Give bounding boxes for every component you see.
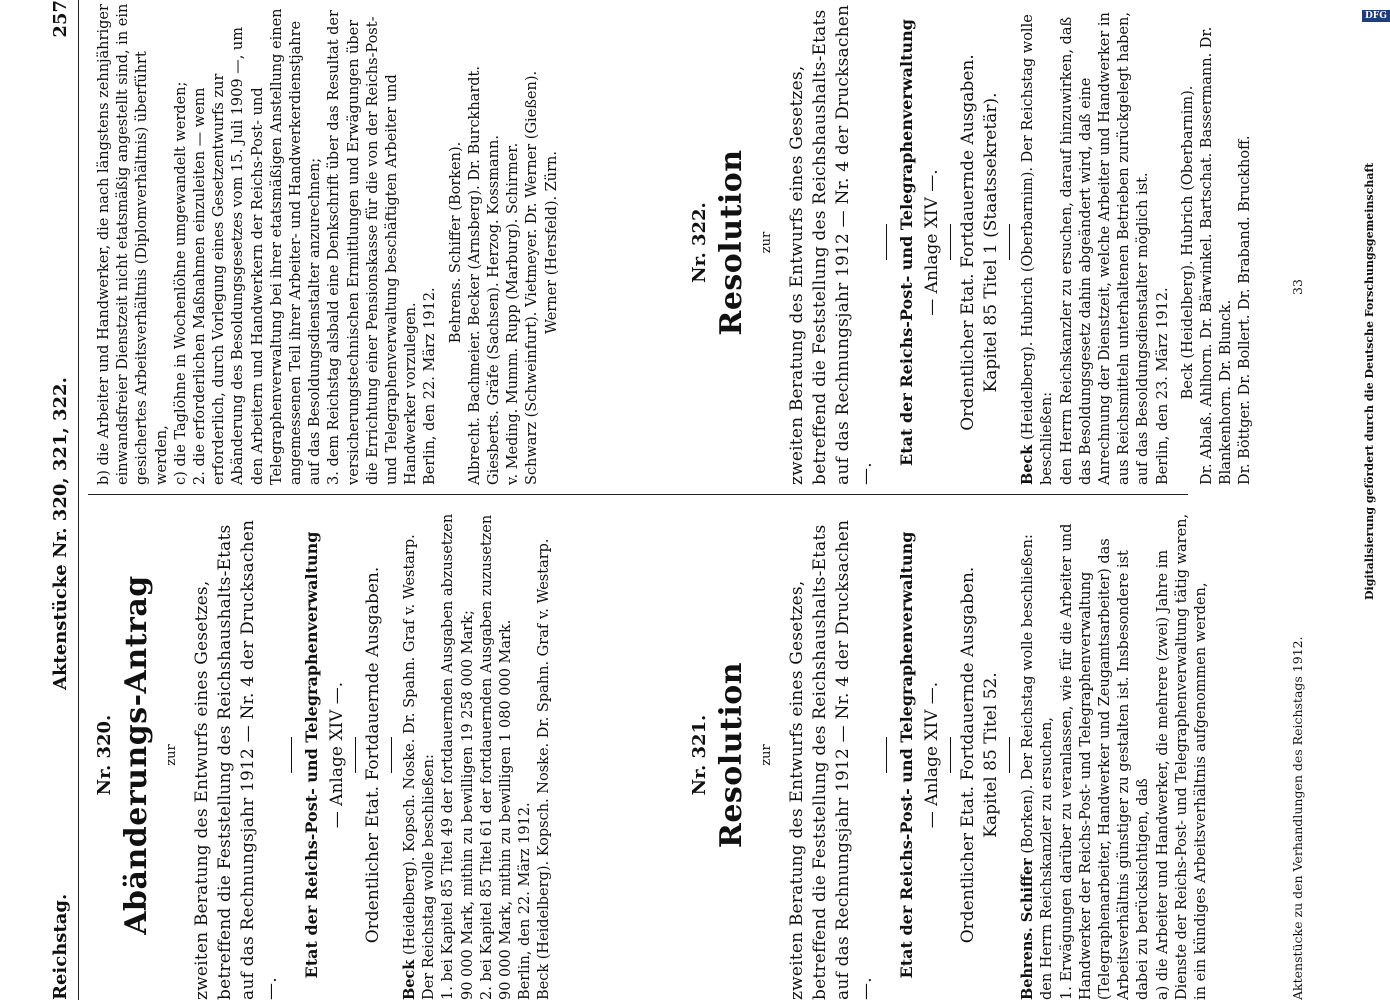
nr321-number: Nr. 321. bbox=[689, 714, 710, 796]
nr320-intro-text: (Heidelberg). Kopsch. Noske. Dr. Spahn. Graf v. Westarp. Der Reichstag wolle beschließen: bbox=[402, 534, 438, 1000]
column-divider bbox=[88, 494, 1188, 495]
page-number: 257 bbox=[50, 0, 71, 38]
nr321-item-1b: b) die Arbeiter und Handwerker, die nach längstens zehnjähriger einwandsfreier Dienstzeit nicht etatsmäßig angestellt sind, in ein gesichertes Arbeitsverhältnis (Diplomverhältnis) überführt werden, bbox=[96, 3, 170, 485]
dfg-credit: Digitalisierung gefördert durch die Deutsche Forschungsgemeinschaft bbox=[1363, 162, 1376, 600]
dfg-logo: DFG bbox=[1362, 10, 1390, 22]
nr321-item-3: 3. dem Reichstag alsbald eine Denkschrift über das Resultat der versicherungstechnischen Ermittlungen und Erwägungen über die Errichtung einer Pensionskasse für die von der Reichs-Post- und Telegraphenverwaltung beschäftigten Arbeiter und Handwerker vorzulegen. bbox=[326, 10, 420, 485]
nr320-anlage: — Anlage XIV —. bbox=[326, 681, 347, 829]
nr322-column bbox=[690, 0, 1256, 485]
separator bbox=[391, 737, 392, 773]
nr322-etat: Etat der Reichs-Post- und Telegraphenverwaltung bbox=[897, 19, 917, 466]
nr322-title: Resolution bbox=[714, 149, 750, 336]
nr321-item-2: 2. die erforderlichen Maßnahmen einzuleiten — wenn erforderlich, durch Vorlegung eines Gesetzentwurfs zur Abänderung des Besoldungsgesetzes vom 15. Juli 1909 —, um den Arbeitern und Handwerkern der Reichs-Post- und Telegraphenverwaltung bei ihrer etatsmäßigen Anstellung einen angemessenen Teil ihrer Arbeiter- und Handwerkerdienstjahre auf das Besoldungsdienstalter anzurechnen; bbox=[192, 8, 324, 485]
nr320-lead: zweiten Beratung des Entwurfs eines Gesetzes, betreffend die Feststellung des Reichshaushalts-Etats auf das Rechnungsjahr 1912 — Nr. 4 der Drucksachen —. bbox=[192, 519, 282, 1000]
nr321-item-1a: a) die Arbeiter und Handwerker, die mehrere (zwei) Jahre im Dienste der Reichs-Post- und Telegraphenverwaltung tätig waren, in ein kündiges Arbeitsverhältnis aufgenommen werden, bbox=[1154, 513, 1210, 1000]
nr321-etat: Etat der Reichs-Post- und Telegraphenverwaltung bbox=[897, 531, 917, 979]
nr321-date: Berlin, den 22. März 1912. bbox=[422, 287, 439, 485]
nr320-date: Berlin, den 22. März 1912. bbox=[517, 802, 534, 1000]
separator bbox=[355, 737, 356, 773]
nr321-lead: zweiten Beratung des Entwurfs eines Gesetzes, betreffend die Feststellung des Reichshaushalts-Etats auf das Rechnungsjahr 1912 — Nr. 4 der Drucksachen —. bbox=[787, 519, 877, 1000]
nr320-intro-name: Beck bbox=[401, 959, 419, 1000]
nr321-title: Resolution bbox=[714, 661, 750, 849]
nr320-title: Abänderungs-Antrag bbox=[119, 575, 155, 935]
nr321-intro-2: den Herrn Reichskanzler zu ersuchen, bbox=[1039, 717, 1056, 1000]
nr320-column bbox=[95, 510, 555, 1000]
nr321-signer-5: Werner (Hersfeld). Zürn. bbox=[543, 151, 560, 334]
nr320-zur: zur bbox=[164, 744, 180, 766]
separator bbox=[950, 737, 951, 773]
nr322-lead: zweiten Beratung des Entwurfs eines Gesetzes, betreffend die Feststellung des Reichshaushalts-Etats auf das Rechnungsjahr 1912 — Nr. 4 der Drucksachen —. bbox=[787, 4, 877, 485]
nr322-date: Berlin, den 23. März 1912. bbox=[1154, 287, 1171, 485]
nr322-kapitel: Kapitel 85 Titel 1 (Staatssekretär). bbox=[981, 92, 1002, 393]
nr321-signer-2: Giesberts. Gräfe (Sachsen). Herzog. Kossmann. bbox=[486, 135, 503, 485]
nr321-column bbox=[690, 510, 1211, 1000]
nr320-number: Nr. 320. bbox=[94, 714, 115, 796]
footer-note: Aktenstücke zu den Verhandlungen des Reichstags 1912. bbox=[1290, 636, 1305, 1000]
nr321-continued bbox=[95, 0, 562, 485]
separator bbox=[886, 737, 887, 773]
nr321-signer-1: Albrecht. Bachmeier. Becker (Arnsberg). Dr. Burckhardt. bbox=[466, 66, 483, 485]
nr322-signer-1: Dr. Ablaß. Ahlhorn. Dr. Bärwinkel. Bartschat. Bassermann. Dr. Blankenhorn. Dr. Blunck. bbox=[1199, 26, 1235, 485]
nr322-number: Nr. 322. bbox=[689, 202, 710, 283]
separator bbox=[1009, 225, 1010, 261]
nr321-intro bbox=[1018, 510, 1038, 1000]
nr322-intro-name: Beck bbox=[1019, 444, 1037, 485]
nr322-intro-text: (Heidelberg). Hubrich (Oberbarnim). Der Reichstag wolle beschließen: bbox=[1020, 14, 1056, 485]
nr320-item-2: 2. bei Kapitel 85 Titel 61 der fortdauernden Ausgaben zuzusetzen 90 000 Mark, mithin zu bewilligen 1 080 000 Mark. bbox=[478, 514, 515, 1000]
header-left: Reichstag. bbox=[50, 893, 71, 1000]
nr320-ordentlicher: Ordentlicher Etat. Fortdauernde Ausgaben. bbox=[362, 566, 383, 944]
signature-mark: 33 bbox=[1290, 279, 1305, 295]
nr322-anlage: — Anlage XIV —. bbox=[921, 169, 942, 316]
page-header bbox=[38, 0, 79, 1000]
nr321-intro-text: (Borken). Der Reichstag wolle beschließen: bbox=[1020, 534, 1037, 854]
nr322-intro bbox=[1018, 0, 1057, 485]
header-center: Aktenstücke Nr. 320, 321, 322. bbox=[50, 377, 71, 690]
separator bbox=[950, 225, 951, 261]
nr322-signer-2: Dr. Böttger. Dr. Bollert. Dr. Braband. Bruckhoff. bbox=[1237, 135, 1254, 485]
nr321-signer-3: v. Meding. Mumm. Rupp (Marburg). Schirmer. bbox=[505, 142, 522, 485]
nr321-kapitel: Kapitel 85 Titel 52. bbox=[981, 672, 1002, 838]
nr321-zur: zur bbox=[759, 744, 775, 766]
separator bbox=[291, 737, 292, 773]
nr321-anlage: — Anlage XIV —. bbox=[921, 681, 942, 829]
nr321-signer-0: Behrens. Schiffer (Borken). bbox=[447, 141, 464, 344]
nr320-item-1: 1. bei Kapitel 85 Titel 49 der fortdauernden Ausgaben abzusetzen 90 000 Mark, mithin zu bewilligen 19 258 000 Mark; bbox=[440, 513, 476, 1000]
nr321-intro-names: Behrens. Schiffer bbox=[1019, 858, 1037, 1000]
nr321-ordentlicher: Ordentlicher Etat. Fortdauernde Ausgaben. bbox=[957, 566, 978, 944]
nr321-signer-4: Schwarz (Schweinfurt). Vietmeyer. Dr. Werner (Gießen). bbox=[524, 70, 541, 485]
nr321-item-1c: c) die Taglöhne in Wochenlöhne umgewandelt werden; bbox=[172, 81, 189, 485]
separator bbox=[1009, 737, 1010, 773]
nr320-signers: Beck (Heidelberg). Kopsch. Noske. Dr. Spahn. Graf v. Westarp. bbox=[536, 538, 553, 1000]
nr320-etat: Etat der Reichs-Post- und Telegraphenverwaltung bbox=[302, 531, 322, 979]
nr321-item-1: 1. Erwägungen darüber zu veranlassen, wie für die Arbeiter und Handwerker der Reichs-Post- und Telegraphenverwaltung (Telegraphenarbeiter, Handwerker und Zeugamtsarbeiter) das Arbeitsverhältnis günstiger zu gestalten ist. Insbesondere ist dabei zu berücksichtigen, daß bbox=[1058, 523, 1152, 1000]
separator bbox=[886, 225, 887, 261]
nr320-intro bbox=[400, 510, 439, 1000]
nr322-zur: zur bbox=[759, 231, 775, 254]
nr322-body: den Herrn Reichskanzler zu ersuchen, darauf hinzuwirken, daß das Besoldungsgesetz dahin abgeändert wird, daß eine Anrechnung der Dienstzeit, welche Arbeiter und Handwerker in aus Reichsmitteln unterhaltenen Betrieben zurückgelegt haben, auf das Besoldungsdienstalter möglich ist. bbox=[1058, 12, 1152, 485]
nr322-signer-0: Beck (Heidelberg). Hubrich (Oberbarnim). bbox=[1179, 85, 1196, 400]
nr322-ordentlicher: Ordentlicher Etat. Fortdauernde Ausgaben. bbox=[957, 54, 978, 431]
